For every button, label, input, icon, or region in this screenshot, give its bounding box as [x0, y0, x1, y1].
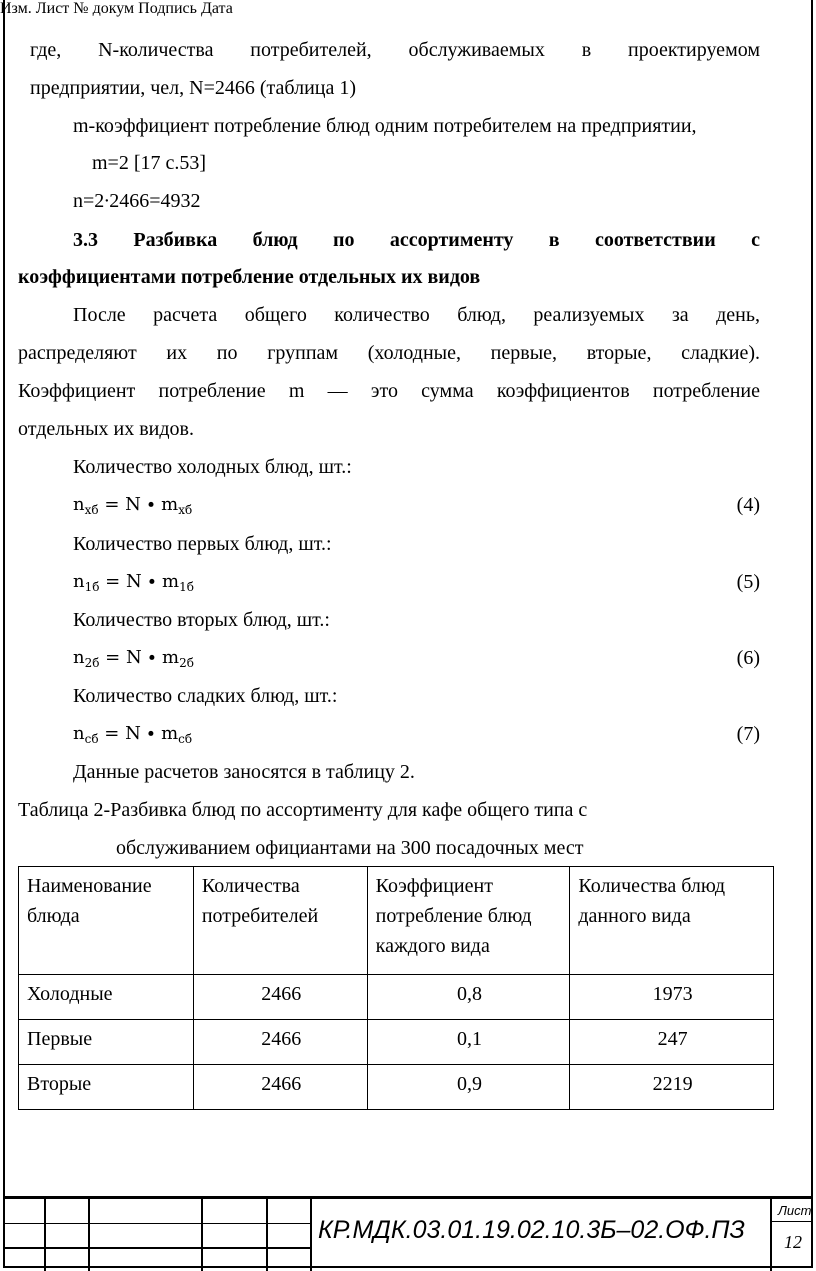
- text-line: Количество вторых блюд, шт.:: [73, 609, 330, 631]
- table-header-cell: Наименование блюда: [19, 867, 194, 975]
- paragraph-line: распределяют их по группам (холодные, первые, вторые, сладкие).: [18, 342, 760, 364]
- table-cell: Вторые: [19, 1065, 194, 1110]
- table-cell: 0,1: [367, 1020, 570, 1065]
- formula-7: $n_{сб} = N \cdot m_{сб}$ (7): [73, 723, 760, 746]
- table-header-cell: Коэффициент потребление блюд каждого вида: [367, 867, 570, 975]
- sheet-label: Лист: [778, 1203, 812, 1218]
- table-caption: обслуживанием официантами на 300 посадочных мест: [116, 837, 584, 859]
- section-heading: коэффициентами потребление отдельных их видов: [18, 266, 481, 288]
- formula-4: $n_{хб} = N \cdot m_{хб}$ (4): [73, 494, 760, 517]
- table-cell: Первые: [19, 1020, 194, 1065]
- stamp-divider: [88, 1199, 90, 1271]
- stamp-label-sheet: Лист: [35, 0, 70, 17]
- stamp-divider: [310, 1199, 312, 1271]
- table-row: [19, 1065, 774, 1110]
- table-row: [19, 975, 774, 1020]
- text-line: m=2 [17 с.53]: [92, 152, 207, 174]
- stamp-label-change: Изм.: [0, 0, 32, 17]
- text-line: где, N-количества потребителей, обслуживаемых в проектируемом: [30, 39, 760, 61]
- equation-number: (7): [736, 723, 760, 745]
- table-row: [19, 1020, 774, 1065]
- stamp-label-signature: Подпись: [138, 0, 197, 17]
- assortment-table: [18, 866, 774, 1110]
- table-cell: 247: [570, 1020, 774, 1065]
- stamp-divider: [44, 1199, 46, 1271]
- text-line: m-коэффициент потребление блюд одним потребителем на предприятии,: [73, 115, 697, 137]
- table-cell: 2466: [193, 1020, 367, 1065]
- equation-number: (6): [736, 647, 760, 669]
- paragraph-line: Коэффициент потребление m — это сумма коэффициентов потребление: [18, 380, 760, 402]
- table-cell: Холодные: [19, 975, 194, 1020]
- document-code: КР.МДК.03.01.19.02.10.3Б–02.ОФ.ПЗ: [318, 1216, 745, 1244]
- formula-5: $n_{1б} = N \cdot m_{1б}$ (5): [73, 571, 760, 594]
- table-header-cell: Количества потребителей: [193, 867, 367, 975]
- formula-6: $n_{2б} = N \cdot m_{2б}$ (6): [73, 647, 760, 670]
- paragraph-line: отдельных их видов.: [18, 418, 194, 440]
- stamp-divider: [770, 1199, 772, 1271]
- stamp-divider: [201, 1199, 203, 1271]
- text-line: Количество первых блюд, шт.:: [73, 533, 332, 555]
- stamp-row-line: [3, 1223, 310, 1224]
- table-cell: 0,9: [367, 1065, 570, 1110]
- table-header-row: [19, 867, 774, 975]
- equation-number: (5): [736, 571, 760, 593]
- paragraph-line: После расчета общего количество блюд, реализуемых за день,: [73, 304, 760, 326]
- sheet-number: 12: [784, 1232, 802, 1252]
- text-line: предприятии, чел, N=2466 (таблица 1): [30, 77, 357, 99]
- stamp-label-date: Дата: [200, 0, 233, 17]
- stamp-divider: [266, 1199, 268, 1271]
- stamp-row-line: [770, 1221, 813, 1222]
- section-heading: 3.3 Разбивка блюд по ассортименту в соответствии с: [73, 229, 760, 251]
- stamp-row-line: [3, 1247, 310, 1249]
- table-cell: 0,8: [367, 975, 570, 1020]
- table-cell: 2219: [570, 1065, 774, 1110]
- table-header-cell: Количества блюд данного вида: [570, 867, 774, 975]
- text-line: Количество холодных блюд, шт.:: [73, 456, 352, 478]
- table-cell: 1973: [570, 975, 774, 1020]
- text-line: Данные расчетов заносятся в таблицу 2.: [73, 761, 415, 783]
- table-cell: 2466: [193, 1065, 367, 1110]
- table-caption: Таблица 2-Разбивка блюд по ассортименту для кафе общего типа с: [18, 799, 588, 821]
- equation-number: (4): [736, 494, 760, 516]
- stamp-label-document: № докум: [73, 0, 135, 17]
- table-cell: 2466: [193, 975, 367, 1020]
- text-line: Количество сладких блюд, шт.:: [73, 685, 338, 707]
- text-line: n=2∙2466=4932: [73, 190, 201, 212]
